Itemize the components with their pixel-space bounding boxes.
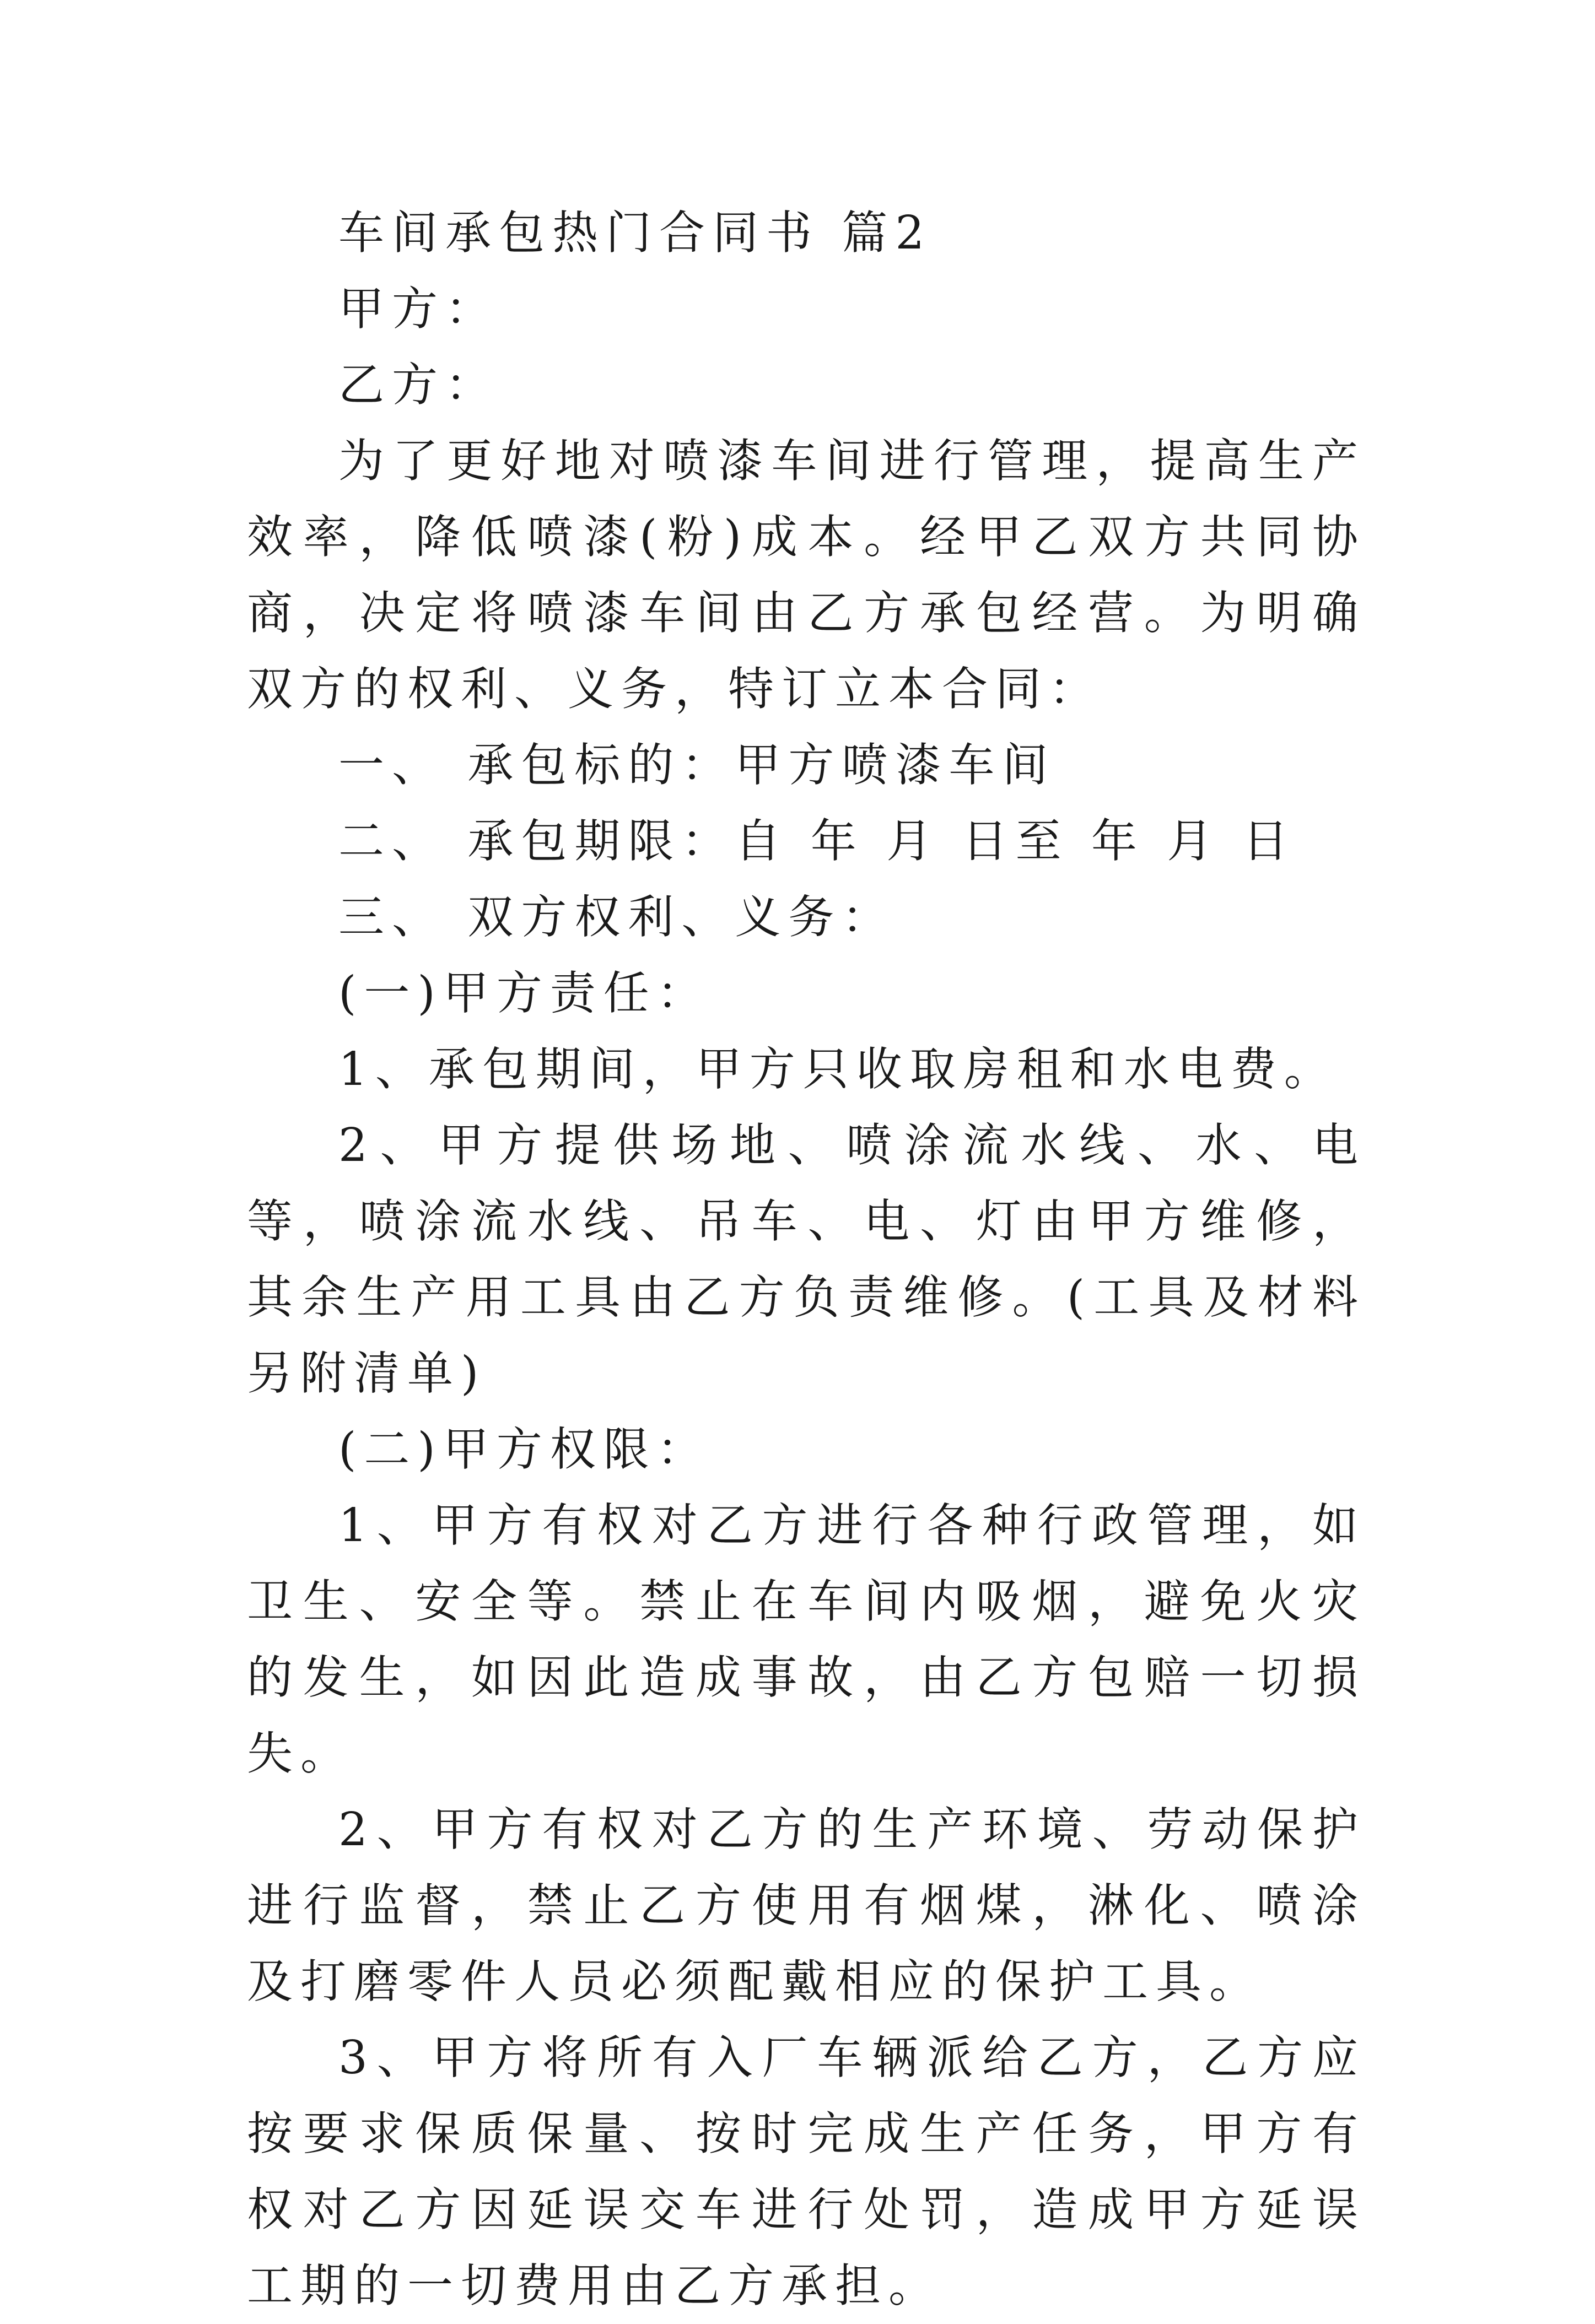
authority-item-1: 1、甲方有权对乙方进行各种行政管理，如卫生、安全等。禁止在车间内吸烟，避免火灾的发生，如因此造成事故，由乙方包赔一切损失。 bbox=[247, 1499, 1366, 1780]
clause-2-term: 二、 承包期限：自 年 月 日至 年 月 日 bbox=[338, 814, 1296, 868]
clause-3-rights-duties: 三、 双方权利、义务： bbox=[338, 890, 896, 944]
responsibility-item-1: 1、承包期间，甲方只收取房租和水电费。 bbox=[338, 1042, 1338, 1096]
section-party-a-authority: (二)甲方权限： bbox=[338, 1423, 710, 1476]
authority-item-3: 3、甲方将所有入厂车辆派给乙方，乙方应按要求保质保量、按时完成生产任务，甲方有权对乙方因延误交车进行处罚，造成甲方延误工期的一切费用由乙方承担。 bbox=[247, 2031, 1366, 2312]
authority-item-2: 2、甲方有权对乙方的生产环境、劳动保护进行监督，禁止乙方使用有烟煤，淋化、喷涂及打磨零件人员必须配戴相应的保护工具。 bbox=[247, 1803, 1366, 2008]
responsibility-item-2: 2、甲方提供场地、喷涂流水线、水、电等，喷涂流水线、吊车、电、灯由甲方维修，其余生产用工具由乙方负责维修。(工具及材料另附清单) bbox=[247, 1118, 1366, 1400]
party-a-line: 甲方： bbox=[338, 282, 499, 336]
party-b-line: 乙方： bbox=[338, 358, 499, 412]
document-body bbox=[247, 195, 1366, 2324]
preamble-paragraph: 为了更好地对喷漆车间进行管理，提高生产效率，降低喷漆(粉)成本。经甲乙双方共同协商，决定将喷漆车间由乙方承包经营。为明确双方的权利、义务，特订立本合同： bbox=[247, 434, 1366, 716]
document-title: 车间承包热门合同书 篇2 bbox=[338, 206, 933, 260]
section-party-a-responsibility: (一)甲方责任： bbox=[338, 966, 710, 1020]
clause-1-subject: 一、 承包标的：甲方喷漆车间 bbox=[338, 738, 1056, 792]
